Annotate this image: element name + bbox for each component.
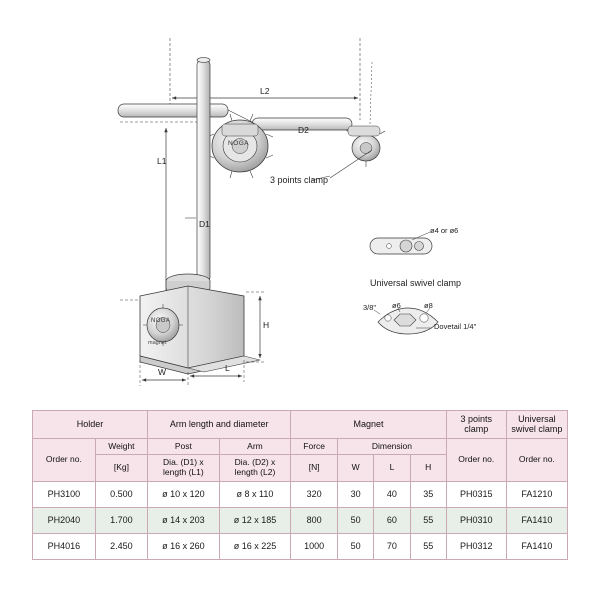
cell-order-no: PH2040 bbox=[33, 507, 96, 533]
header-arm-formula: Dia. (D2) x length (L2) bbox=[219, 455, 291, 482]
label-d1: D1 bbox=[199, 219, 210, 229]
label-w: W bbox=[158, 367, 167, 377]
specification-table bbox=[32, 410, 568, 560]
label-l1: L1 bbox=[157, 156, 167, 166]
cell-force: 320 bbox=[291, 481, 338, 507]
table-row[interactable] bbox=[33, 507, 568, 533]
cell-post: ø 16 x 260 bbox=[148, 533, 220, 559]
header-post-formula: Dia. (D1) x length (L1) bbox=[148, 455, 220, 482]
header-arm: Arm bbox=[219, 438, 291, 455]
callout-dovetail-mid: ø6 bbox=[392, 301, 401, 310]
cell-h: 55 bbox=[410, 507, 446, 533]
cell-order-no: PH3100 bbox=[33, 481, 96, 507]
cell-h: 35 bbox=[410, 481, 446, 507]
header-dim-w: W bbox=[338, 455, 374, 482]
header-pc-order-no: Order no. bbox=[446, 438, 506, 481]
cell-h: 55 bbox=[410, 533, 446, 559]
header-dim-h: H bbox=[410, 455, 446, 482]
header-force: Force bbox=[291, 438, 338, 455]
header-force-unit: [N] bbox=[291, 455, 338, 482]
magnet-text-label: magnet bbox=[148, 340, 167, 346]
label-d2: D2 bbox=[298, 125, 309, 135]
cell-universal-swivel-clamp: FA1210 bbox=[506, 481, 567, 507]
cell-arm: ø 12 x 185 bbox=[219, 507, 291, 533]
table-row[interactable] bbox=[33, 533, 568, 559]
callout-dovetail-left: 3/8" bbox=[363, 303, 377, 312]
header-weight-unit: [Kg] bbox=[95, 455, 147, 482]
header-group-magnet: Magnet bbox=[291, 411, 447, 439]
header-group-row bbox=[33, 411, 568, 439]
cell-weight: 1.700 bbox=[95, 507, 147, 533]
specification-table-wrap bbox=[32, 410, 568, 560]
caption-three-points-clamp: 3 points clamp bbox=[270, 175, 329, 185]
label-h: H bbox=[263, 320, 270, 330]
header-order-no: Order no. bbox=[33, 438, 96, 481]
header-group-three-points-clamp: 3 points clamp bbox=[446, 411, 506, 439]
cell-three-points-clamp: PH0312 bbox=[446, 533, 506, 559]
callout-dovetail-right: ø8 bbox=[424, 301, 433, 310]
cell-l: 70 bbox=[374, 533, 410, 559]
callout-hole-sizes: ø4 or ø6 bbox=[430, 226, 459, 235]
cell-post: ø 10 x 120 bbox=[148, 481, 220, 507]
cell-arm: ø 16 x 225 bbox=[219, 533, 291, 559]
brand-knob-label: NOGA bbox=[228, 140, 250, 147]
label-l2: L2 bbox=[260, 86, 270, 96]
header-group-arm: Arm length and diameter bbox=[148, 411, 291, 439]
header-weight: Weight bbox=[95, 438, 147, 455]
cell-weight: 2.450 bbox=[95, 533, 147, 559]
cell-w: 30 bbox=[338, 481, 374, 507]
table-head bbox=[33, 411, 568, 482]
cell-l: 60 bbox=[374, 507, 410, 533]
cell-three-points-clamp: PH0315 bbox=[446, 481, 506, 507]
table-body bbox=[33, 481, 568, 559]
header-post: Post bbox=[148, 438, 220, 455]
cell-w: 50 bbox=[338, 533, 374, 559]
cell-post: ø 14 x 203 bbox=[148, 507, 220, 533]
cell-force: 1000 bbox=[291, 533, 338, 559]
header-dimension: Dimension bbox=[338, 438, 447, 455]
header-group-holder: Holder bbox=[33, 411, 148, 439]
cell-arm: ø 8 x 110 bbox=[219, 481, 291, 507]
cell-force: 800 bbox=[291, 507, 338, 533]
header-sub-row bbox=[33, 438, 568, 455]
cell-universal-swivel-clamp: FA1410 bbox=[506, 533, 567, 559]
caption-universal-swivel-clamp: Universal swivel clamp bbox=[370, 278, 462, 288]
header-group-universal-swivel-clamp: Universal swivel clamp bbox=[506, 411, 567, 439]
brand-base-label: NOGA bbox=[151, 318, 171, 324]
cell-order-no: PH4016 bbox=[33, 533, 96, 559]
cell-three-points-clamp: PH0310 bbox=[446, 507, 506, 533]
label-l: L bbox=[225, 363, 230, 373]
cell-weight: 0.500 bbox=[95, 481, 147, 507]
header-dim-l: L bbox=[374, 455, 410, 482]
cell-l: 40 bbox=[374, 481, 410, 507]
table-row[interactable] bbox=[33, 481, 568, 507]
cell-universal-swivel-clamp: FA1410 bbox=[506, 507, 567, 533]
cell-w: 50 bbox=[338, 507, 374, 533]
header-us-order-no: Order no. bbox=[506, 438, 567, 481]
callout-dovetail-label: Dovetail 1/4" bbox=[434, 322, 477, 331]
